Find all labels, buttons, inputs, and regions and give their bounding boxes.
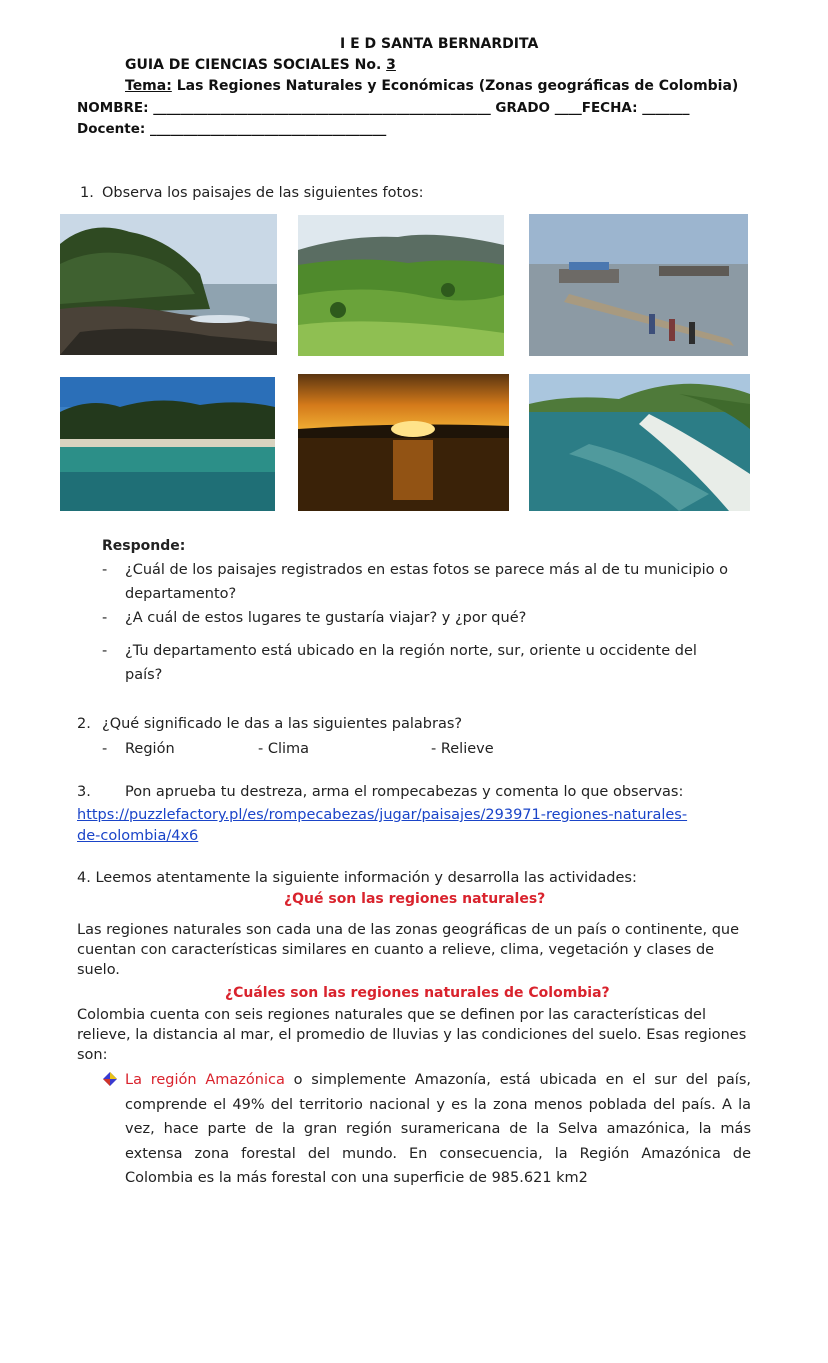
heading-que-son: ¿Qué son las regiones naturales? (284, 891, 546, 907)
responde-item-3-line1: ¿Tu departamento está ubicado en la región norte, sur, oriente u occidente del (125, 643, 697, 659)
guide-title (125, 57, 396, 73)
guide-prefix: GUIA DE CIENCIAS SOCIALES No. (125, 57, 387, 73)
puzzle-link-line1[interactable]: https://puzzlefactory.pl/es/rompecabezas/jugar/paisajes/293971-regiones-naturales- (77, 807, 688, 823)
diamond-bullet-icon (103, 1071, 117, 1085)
tema-label: Tema: (125, 78, 172, 94)
fecha-field[interactable]: _______ (642, 100, 690, 116)
para2-line-3: son: (77, 1047, 108, 1063)
q2-word-relieve: - Relieve (431, 741, 494, 757)
para1-line-2: cuentan con características similares en cuanto a relieve, clima, vegetación y clases de (77, 942, 715, 958)
q2-text: ¿Qué significado le das a las siguientes palabras? (102, 716, 463, 732)
guide-number: 3 (386, 57, 396, 73)
coastal-cliff-photo (529, 374, 750, 511)
amazon-line-3: vez, hace parte de la gran región suramericana de la Selva amazónica, la más (125, 1121, 751, 1137)
q2-word-region: Región (125, 741, 175, 757)
tema-text: Las Regiones Naturales y Económicas (Zonas geográficas de Colombia) (171, 78, 739, 94)
para2-line-1: Colombia cuenta con seis regiones naturales que se definen por las características del (77, 1007, 706, 1023)
q2-number: 2. (77, 716, 91, 732)
tema-line (125, 78, 738, 94)
responde-item-3-line2: país? (125, 667, 163, 683)
amazon-paragraph (125, 1068, 751, 1191)
amazon-line-4: extensa zona forestal del mundo. En consecuencia, la Región Amazónica de (125, 1145, 751, 1162)
amazon-line-2: comprende el 49% del territorio nacional y es la zona menos poblada del país. A la (125, 1096, 751, 1113)
docente-line (77, 121, 386, 137)
puzzle-link-line2[interactable]: de-colombia/4x6 (77, 828, 199, 844)
q3-text: Pon aprueba tu destreza, arma el rompecabezas y comenta lo que observas: (125, 784, 684, 800)
responde-item-1-line2: departamento? (125, 586, 237, 602)
para-regions-intro (77, 1005, 747, 1065)
q4-text: 4. Leemos atentamente la siguiente información y desarrolla las actividades: (77, 870, 637, 886)
sunset-lake-photo (298, 374, 509, 511)
grado-field[interactable]: ____ (554, 100, 582, 116)
amazon-line-1-rest: o simplemente Amazonía, está ubicada en el sur del país, (284, 1072, 751, 1088)
fecha-label: FECHA: (581, 100, 643, 116)
docente-field[interactable]: ___________________________________ (149, 121, 387, 137)
para-definition (77, 920, 747, 980)
amazon-region-label: La región Amazónica (125, 1072, 285, 1088)
green-valley-photo (298, 215, 504, 356)
docente-label: Docente: (77, 121, 150, 137)
q2-word-clima: - Clima (258, 741, 310, 757)
nombre-field[interactable]: __________________________________________________ (153, 100, 491, 116)
responde-bullet-2: - (102, 610, 108, 626)
river-dock-photo (529, 214, 748, 356)
amazon-line-1 (125, 1068, 751, 1093)
responde-bullet-1: - (102, 562, 108, 578)
nombre-line (77, 100, 689, 116)
heading-cuales-son: ¿Cuáles son las regiones naturales de Colombia? (225, 985, 610, 1001)
responde-item-1-line1: ¿Cuál de los paisajes registrados en estas fotos se parece más al de tu municipio o (125, 562, 729, 578)
q1-text: Observa los paisajes de las siguientes fotos: (102, 185, 424, 201)
q2-bullet: - (102, 741, 108, 757)
responde-item-2-line1: ¿A cuál de estos lugares te gustaría viajar? y ¿por qué? (125, 610, 527, 626)
para2-line-2: relieve, la distancia al mar, el promedio de lluvias y las condiciones del suelo. Esas regiones (77, 1027, 747, 1043)
para1-line-3: suelo. (77, 962, 120, 978)
responde-bullet-3: - (102, 643, 108, 659)
school-name: I E D SANTA BERNARDITA (340, 36, 539, 52)
grado-label: GRADO (490, 100, 555, 116)
puzzle-link[interactable] (77, 805, 687, 847)
amazon-line-5: Colombia es la más forestal con una superficie de 985.621 km2 (125, 1170, 588, 1186)
nombre-label: NOMBRE: (77, 100, 154, 116)
beach-palms-photo (60, 377, 275, 511)
coast-rocks-photo (60, 214, 277, 355)
q1-number: 1. (80, 185, 94, 201)
para1-line-1: Las regiones naturales son cada una de las zonas geográficas de un país o continente, que (77, 922, 740, 938)
q3-number: 3. (77, 784, 91, 800)
responde-title: Responde: (102, 538, 186, 554)
